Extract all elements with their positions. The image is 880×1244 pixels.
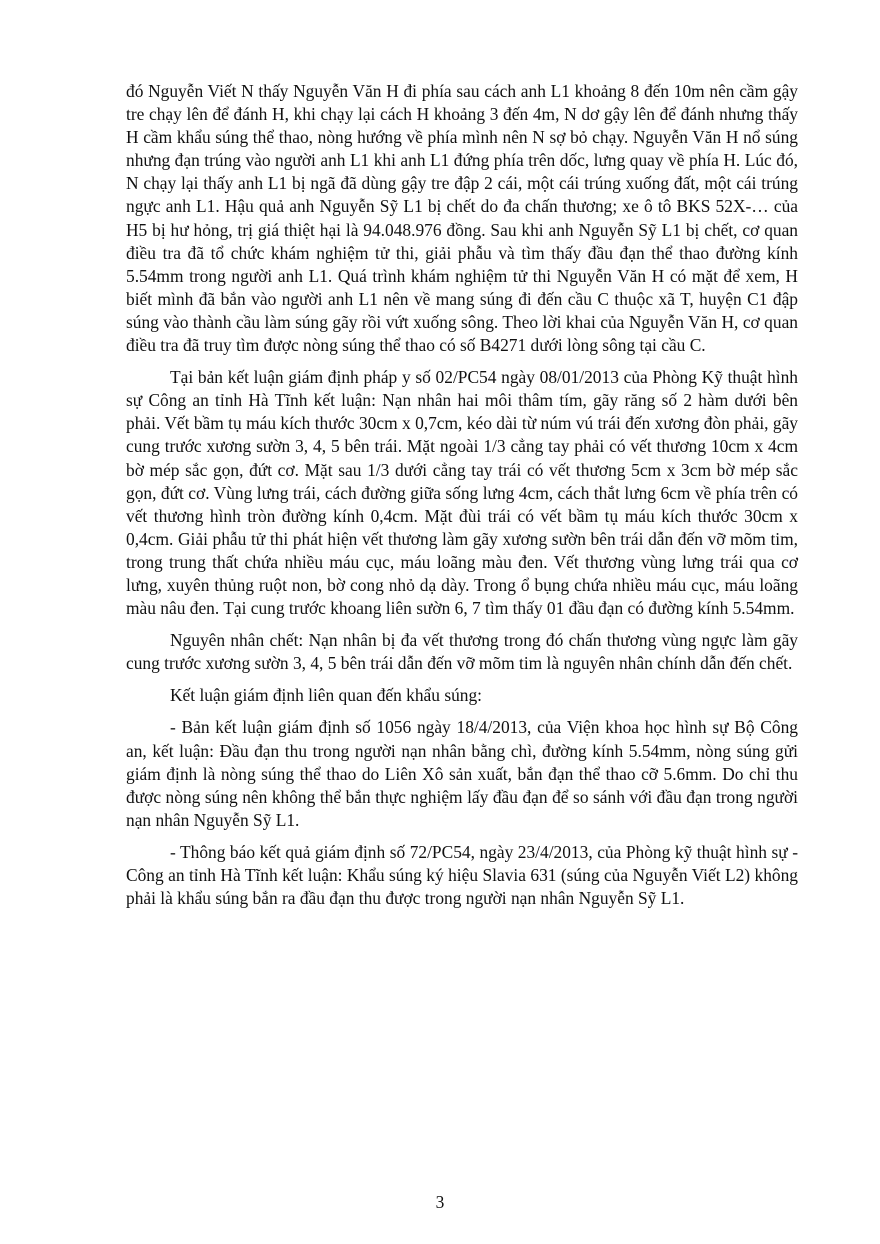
paragraph-cause-of-death: Nguyên nhân chết: Nạn nhân bị đa vết thương trong đó chấn thương vùng ngực làm gãy cung trước xương sườn 3, 4, 5 bên trái dẫn đến vỡ mõm tim là nguyên nhân chính dẫn đến chết. xyxy=(126,630,798,674)
page-number: 3 xyxy=(435,1192,445,1212)
paragraph-firearm-heading: Kết luận giám định liên quan đến khẩu súng: xyxy=(170,685,483,706)
paragraph-forensic-conclusion: Tại bản kết luận giám định pháp y số 02/PC54 ngày 08/01/2013 của Phòng Kỹ thuật hình sự Công an tỉnh Hà Tĩnh kết luận: Nạn nhân hai môi thâm tím, gãy răng số 2 hàm dưới bên phải. Vết bầm tụ máu kích thước 30cm x 0,7cm, kéo dài từ núm vú trái đến xương đòn phải, gãy cung trước xương sườn 3, 4, 5 bên trái. Mặt ngoài 1/3 cẳng tay phải có vết thương 10cm x 4cm bờ mép sắc gọn, đứt cơ. Mặt sau 1/3 dưới cẳng tay trái có vết thương 5cm x 3cm bờ mép sắc gọn, đứt cơ. Vùng lưng trái, cách đường giữa sống lưng 4cm, cách thắt lưng 6cm về phía trên có vết thương hình tròn đường kính 0,4cm. Mặt đùi trái có vết bầm tụ máu kích thước 30cm x 0,4cm. Giải phẫu tử thi phát hiện vết thương làm gãy xương sườn bên trái dẫn đến vỡ mõm tim, trong trung thất chứa nhiều máu cục, máu loãng màu đen. Vết thương vùng lưng trái qua cơ lưng, xuyên thủng ruột non, bờ cong nhỏ dạ dày. Trong ổ bụng chứa nhiều máu cục, máu loãng màu nâu đen. Tại cung trước khoang liên sườn 6, 7 tìm thấy 01 đầu đạn có đường kính 5.54mm. xyxy=(126,367,798,619)
paragraph-incident-narrative: đó Nguyễn Viết N thấy Nguyễn Văn H đi phía sau cách anh L1 khoảng 8 đến 10m nên cầm gậy tre chạy lên để đánh H, khi chạy lại cách H khoảng 3 đến 4m, N dơ gậy lên để đánh nhưng thấy H cầm khẩu súng thể thao, nòng hướng về phía mình nên N sợ bỏ chạy. Nguyễn Văn H nổ súng nhưng đạn trúng vào người anh L1 khi anh L1 đứng phía trên dốc, lưng quay về phía H. Lúc đó, N chạy lại thấy anh L1 bị ngã đã dùng gậy tre đập 2 cái, một cái trúng xuống đất, một cái trúng ngực anh L1. Hậu quả anh Nguyễn Sỹ L1 bị chết do đa chấn thương; xe ô tô BKS 52X-… của H5 bị hư hỏng, trị giá thiệt hại là 94.048.976 đồng. Sau khi anh Nguyễn Sỹ L1 bị chết, cơ quan điều tra đã tổ chức khám nghiệm tử thi, giải phẫu và tìm thấy đầu đạn thể thao đường kính 5.54mm trong người anh L1. Quá trình khám nghiệm tử thi Nguyễn Văn H có mặt để xem, H biết mình đã bắn vào người anh L1 nên về mang súng đi đến cầu C thuộc xã T, huyện C1 đập súng vào thành cầu làm súng gãy rồi vứt xuống sông. Theo lời khai của Nguyễn Văn H, cơ quan điều tra đã truy tìm được nòng súng thể thao có số B4271 dưới lòng sông tại cầu C. xyxy=(126,81,798,356)
document-body xyxy=(126,80,798,910)
paragraph-firearm-report-72: - Thông báo kết quả giám định số 72/PC54, ngày 23/4/2013, của Phòng kỹ thuật hình sự - Công an tỉnh Hà Tĩnh kết luận: Khẩu súng ký hiệu Slavia 631 (súng của Nguyễn Viết L2) không phải là khẩu súng bắn ra đầu đạn thu được trong người nạn nhân Nguyễn Sỹ L1. xyxy=(126,841,798,909)
paragraph-firearm-report-1056: - Bản kết luận giám định số 1056 ngày 18/4/2013, của Viện khoa học hình sự Bộ Công an, kết luận: Đầu đạn thu trong người nạn nhân bằng chì, đường kính 5.54mm, nòng súng gửi giám định là nòng súng thể thao do Liên Xô sản xuất, bắn đạn thể thao cỡ 5.6mm. Do chỉ thu được nòng súng nên không thể bắn thực nghiệm lấy đầu đạn để so sánh với đầu đạn trong người nạn nhân Nguyễn Sỹ L1. xyxy=(126,717,798,830)
